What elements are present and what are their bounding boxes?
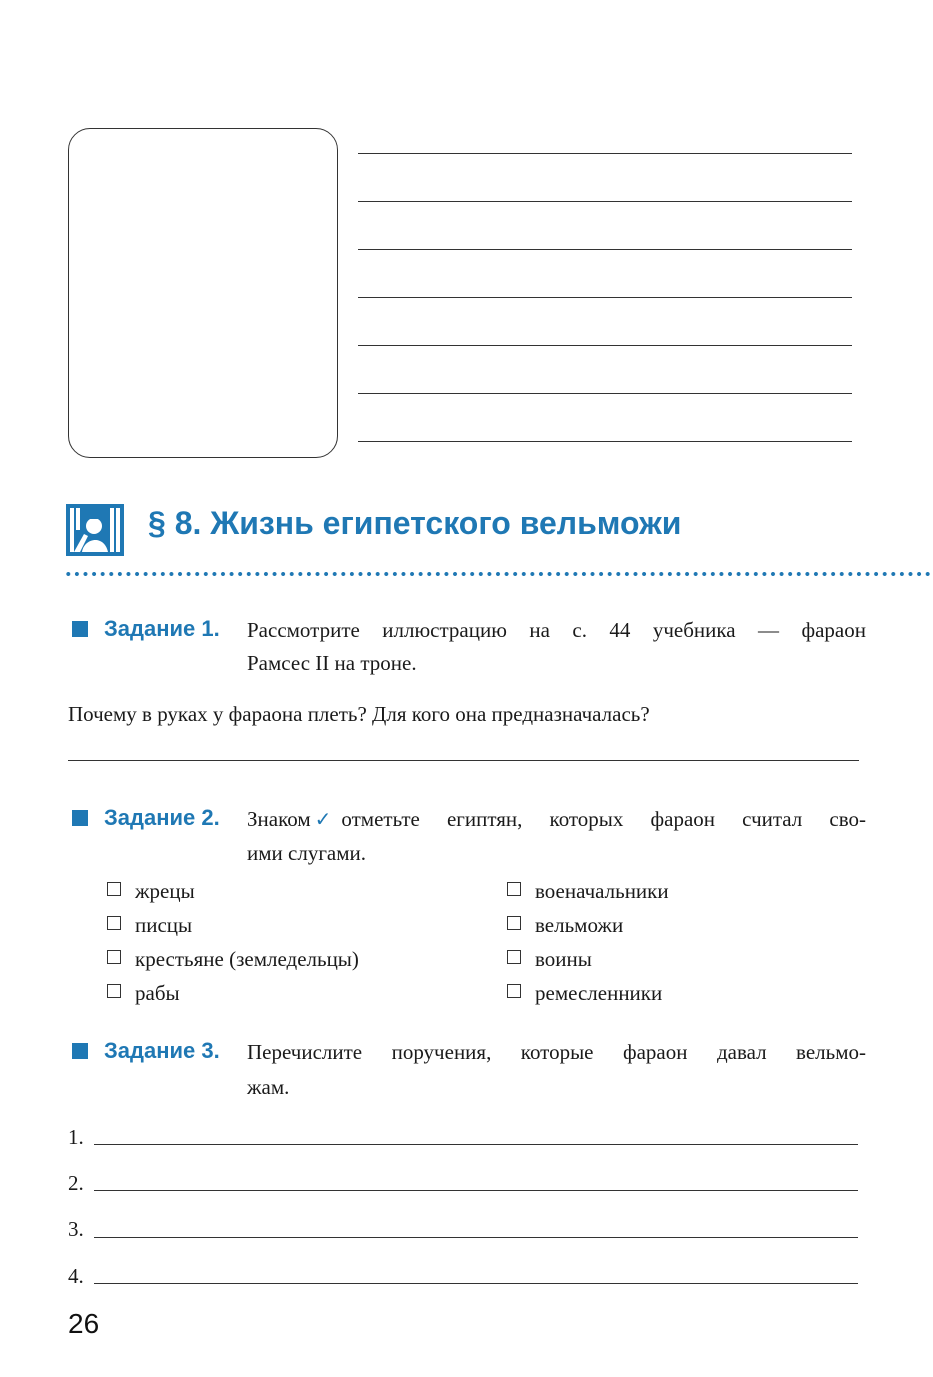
answer-line[interactable] bbox=[68, 760, 859, 761]
list-number: 3. bbox=[68, 1217, 84, 1241]
task1-text-line2: Рамсес II на троне. bbox=[247, 651, 417, 675]
dotted-divider bbox=[64, 571, 933, 577]
option-label: ремесленники bbox=[535, 981, 663, 1005]
answer-line[interactable] bbox=[94, 1283, 858, 1284]
answer-line[interactable] bbox=[358, 153, 852, 154]
task2-text-line2: ими слугами. bbox=[247, 841, 367, 865]
option-label: военачальники bbox=[535, 879, 669, 903]
task1-label: Задание 1. bbox=[104, 616, 220, 641]
list-number: 2. bbox=[68, 1171, 84, 1195]
task-marker bbox=[72, 621, 88, 637]
answer-line[interactable] bbox=[358, 345, 852, 346]
checkbox-slaves[interactable] bbox=[107, 984, 121, 998]
option-label: воины bbox=[535, 947, 592, 971]
drawing-frame[interactable] bbox=[68, 128, 338, 458]
page-number: 26 bbox=[68, 1308, 100, 1339]
answer-line[interactable] bbox=[358, 201, 852, 202]
checkbox-scribes[interactable] bbox=[107, 916, 121, 930]
task3-text-line1: Перечислите поручения, которые фараон давал вельмо- bbox=[247, 1040, 866, 1064]
task2-label: Задание 2. bbox=[104, 805, 220, 830]
answer-line[interactable] bbox=[358, 249, 852, 250]
answer-line[interactable] bbox=[358, 393, 852, 394]
checkmark-icon: ✓ bbox=[314, 807, 332, 831]
section-title: § 8. Жизнь египетского вельможи bbox=[148, 505, 682, 541]
list-number: 1. bbox=[68, 1125, 84, 1149]
answer-line[interactable] bbox=[358, 441, 852, 442]
task2-text-before: Знаком bbox=[247, 807, 311, 831]
task2-text-line1 bbox=[247, 809, 866, 830]
answer-line[interactable] bbox=[94, 1190, 858, 1191]
task-marker bbox=[72, 810, 88, 826]
answer-line[interactable] bbox=[94, 1144, 858, 1145]
checkbox-military-leaders[interactable] bbox=[507, 882, 521, 896]
task1-text-line1: Рассмотрите иллюстрацию на с. 44 учебника — фараон bbox=[247, 618, 866, 642]
task3-text-line2: жам. bbox=[247, 1075, 290, 1099]
option-label: жрецы bbox=[135, 879, 195, 903]
task1-question: Почему в руках у фараона плеть? Для кого она предназначалась? bbox=[68, 702, 650, 726]
checkbox-artisans[interactable] bbox=[507, 984, 521, 998]
pharaoh-scene-icon bbox=[66, 504, 124, 556]
option-label: рабы bbox=[135, 981, 180, 1005]
option-label: вельможи bbox=[535, 913, 624, 937]
answer-line[interactable] bbox=[94, 1237, 858, 1238]
task-marker bbox=[72, 1043, 88, 1059]
checkbox-nobles[interactable] bbox=[507, 916, 521, 930]
checkbox-peasants[interactable] bbox=[107, 950, 121, 964]
checkbox-priests[interactable] bbox=[107, 882, 121, 896]
option-label: писцы bbox=[135, 913, 193, 937]
answer-line[interactable] bbox=[358, 297, 852, 298]
option-label: крестьяне (земледельцы) bbox=[135, 947, 359, 971]
list-number: 4. bbox=[68, 1264, 84, 1288]
checkbox-warriors[interactable] bbox=[507, 950, 521, 964]
task3-label: Задание 3. bbox=[104, 1038, 220, 1063]
task2-text-after: отметьте египтян, которых фараон считал сво- bbox=[341, 807, 866, 831]
